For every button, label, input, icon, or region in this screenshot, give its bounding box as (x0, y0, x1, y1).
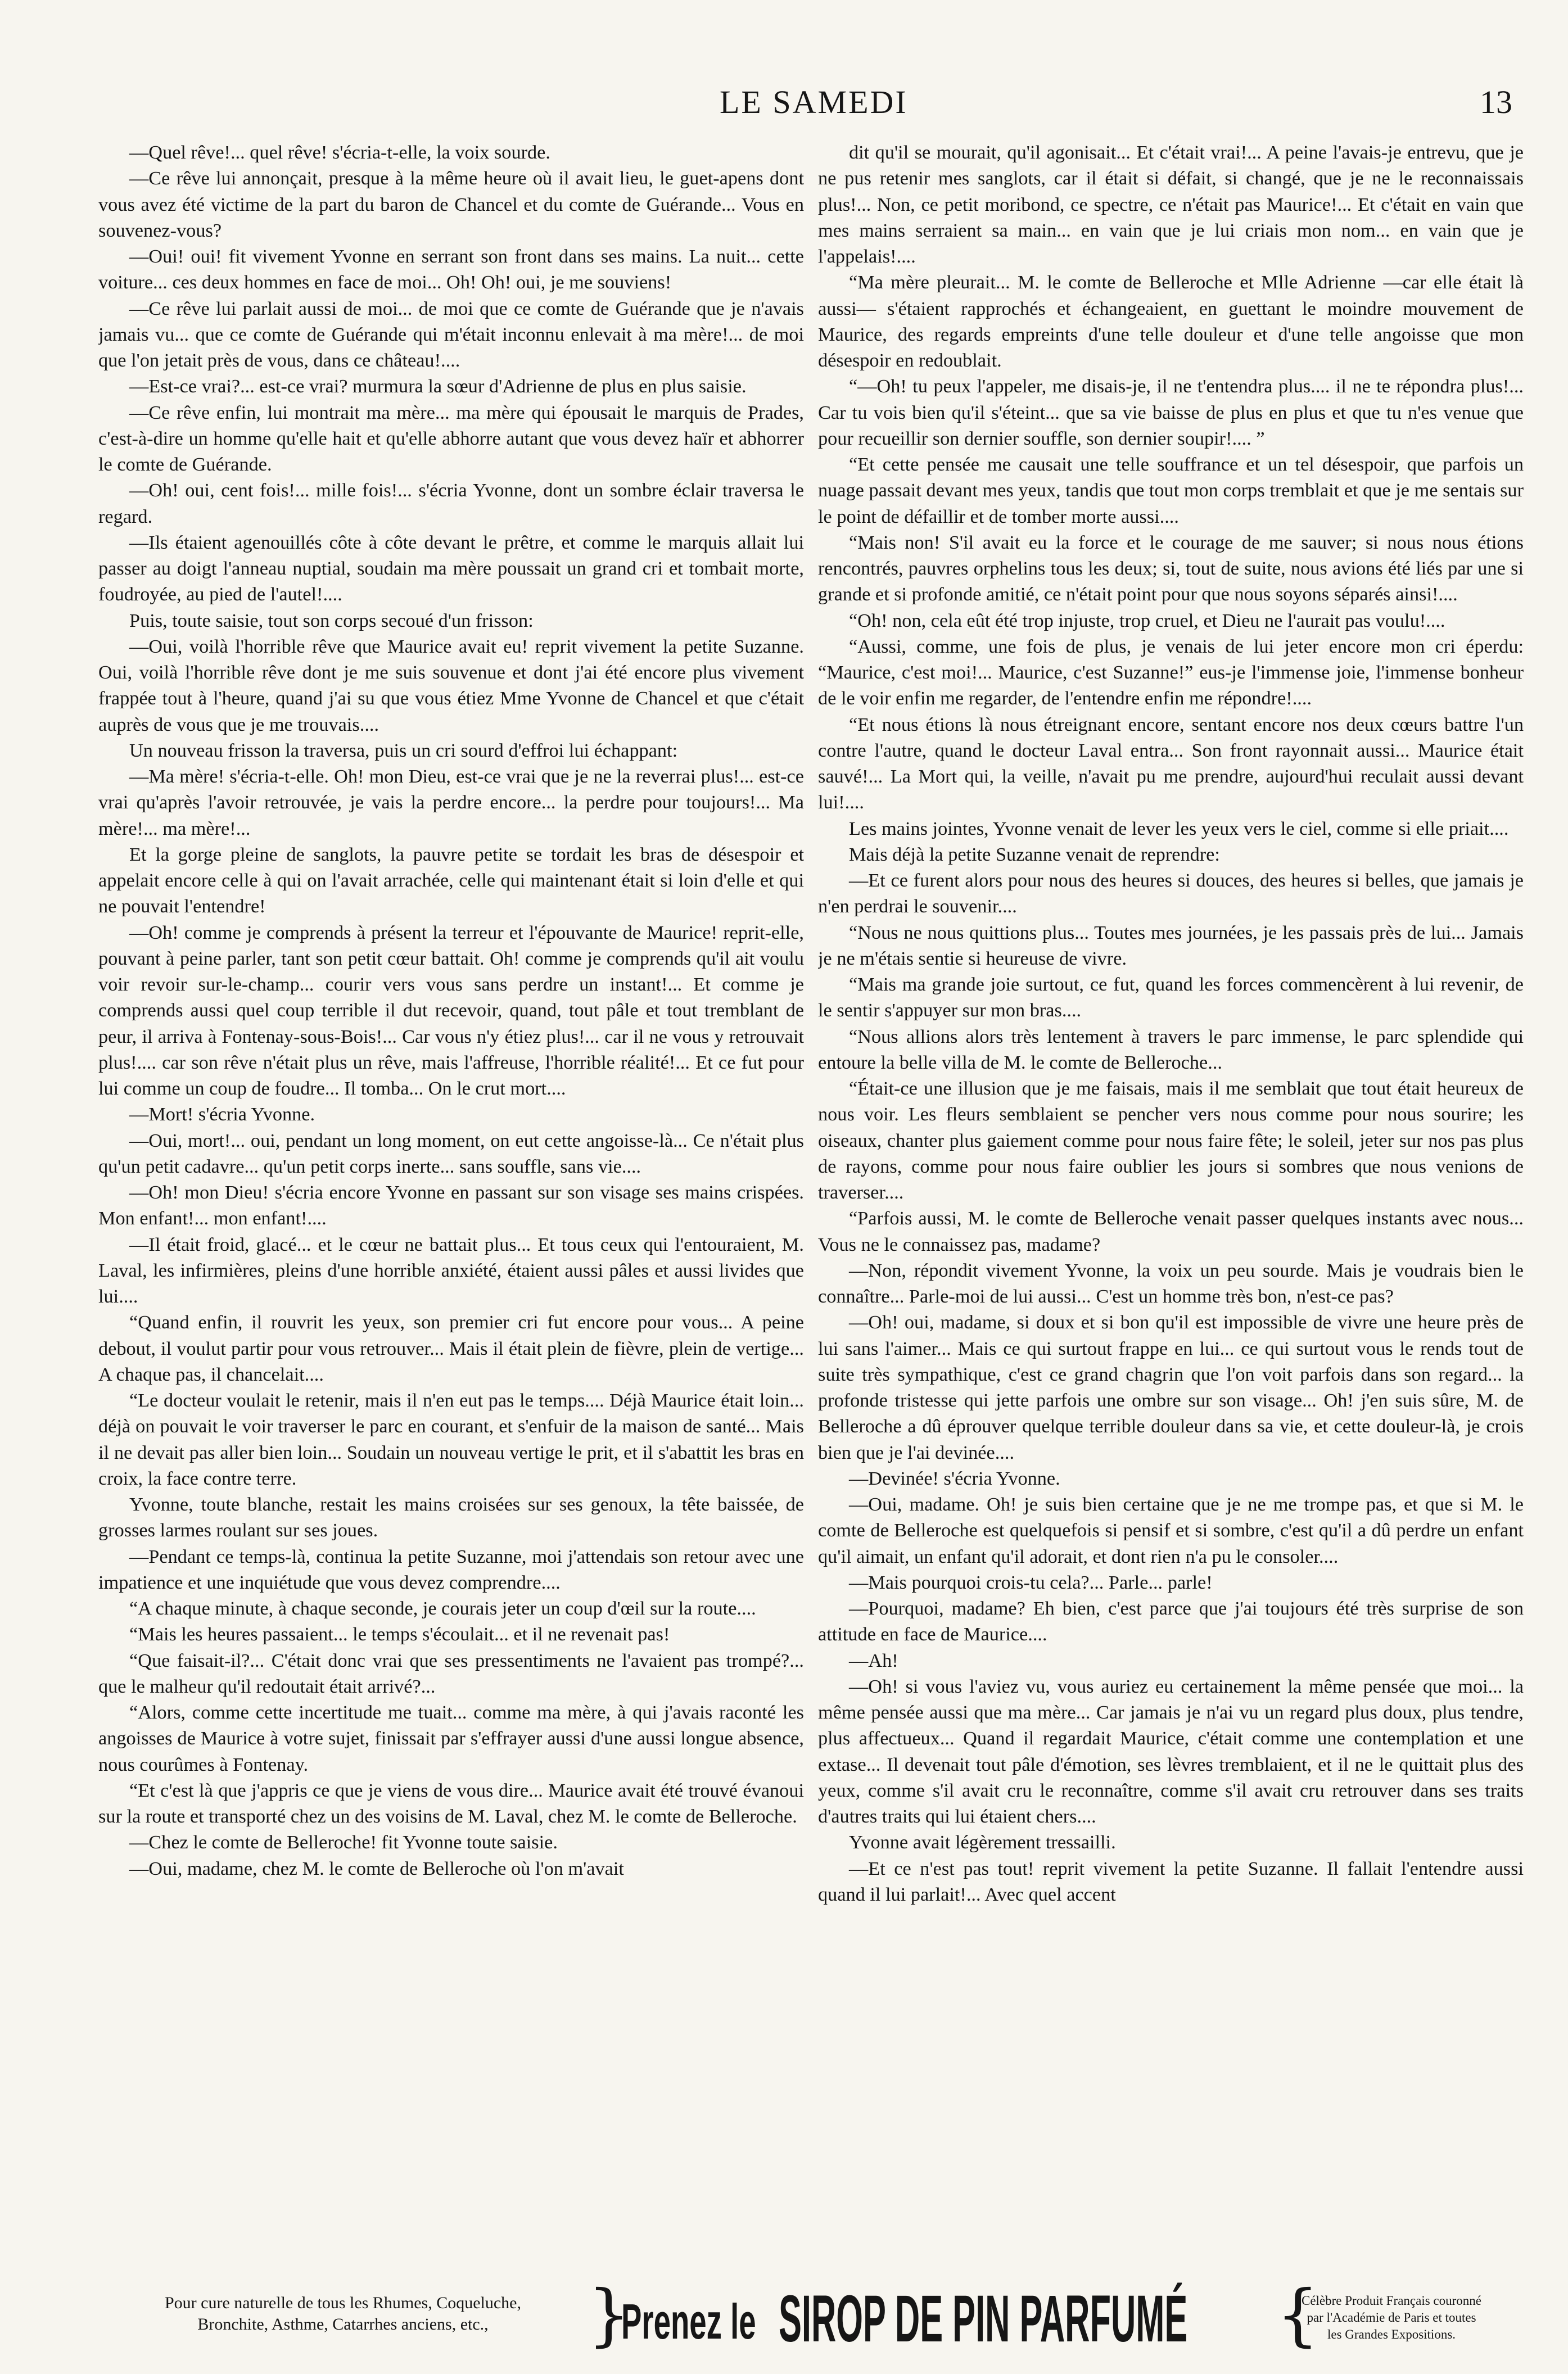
paragraph: —Ce rêve lui parlait aussi de moi... de moi que ce comte de Guérande que je n'avais jamais vu... que ce comte de Guérande qui m'était inconnu enlevait à ma mère!... de moi que l'on jetait près de vous, dans ce château!.... (98, 297, 804, 371)
paragraph: —Ce rêve enfin, lui montrait ma mère... ma mère qui épousait le marquis de Prades, c'est-à-dire un homme qu'elle hait et qu'elle abhorre autant que vous devez haïr et abhorrer le comte de Guérande. (98, 401, 804, 475)
paragraph: “Quand enfin, il rouvrit les yeux, son premier cri fut encore pour vous... A peine debout, il voulut partir pour vous retrouver... Mais il était plein de fièvre, plein de vertige... A chaque pas, il chancelait.... (98, 1312, 804, 1385)
right-text-column (818, 139, 1524, 2276)
ad-left-line: Bronchite, Asthme, Catarrhes anciens, etc., (197, 2315, 489, 2334)
paragraph: —Oui, mort!... oui, pendant un long moment, on eut cette angoisse-là... Ce n'était plus qu'un petit cadavre... qu'un petit corps inerte... sans souffle, sans vie.... (98, 1129, 804, 1177)
paragraph: —Non, répondit vivement Yvonne, la voix un peu sourde. Mais je voudrais bien le connaître... Parle-moi de lui aussi... C'est un homme très bon, n'est-ce pas? (818, 1259, 1524, 1307)
paragraph: Et la gorge pleine de sanglots, la pauvre petite se tordait les bras de désespoir et appelait encore celle à qui on l'avait arrachée, celle qui maintenant était si loin d'elle et qui ne pouvait l'entendre! (98, 843, 804, 917)
paragraph: —Mort! s'écria Yvonne. (129, 1104, 315, 1125)
paragraph: “Et cette pensée me causait une telle souffrance et un tel désespoir, que parfois un nuage passait devant mes yeux, tandis que tout mon corps tremblait et que je me sentais sur le point de défaillir et de tomber morte aussi.... (818, 454, 1524, 527)
paragraph: —Pourquoi, madame? Eh bien, c'est parce que j'ai toujours été très surprise de son attitude en face de Maurice.... (818, 1598, 1524, 1645)
page-header (0, 83, 1568, 128)
page-number: 13 (1480, 84, 1512, 120)
paragraph: “Aussi, comme, une fois de plus, je venais de lui jeter encore mon cri éperdu: “Maurice, c'est moi!... Maurice, c'est Suzanne!” eus-je l'immense joie, l'immense bonheur de le voir enfin me regarder, de l'entendre enfin me répondre!.... (818, 635, 1524, 709)
paragraph: —Et ce n'est pas tout! reprit vivement la petite Suzanne. Il fallait l'entendre aussi quand il lui parlait!... Avec quel accent (818, 1857, 1524, 1905)
ad-right-line: Célèbre Produit Français couronné (1302, 2294, 1481, 2308)
paragraph: “Mais ma grande joie surtout, ce fut, quand les forces commencèrent à lui revenir, de le sentir s'appuyer sur mon bras.... (818, 974, 1524, 1021)
paragraph: “Alors, comme cette incertitude me tuait... comme ma mère, à qui j'avais raconté les angoisses de Maurice à votre sujet, finissait par s'effrayer aussi d'une aussi longue absence, nous courûmes à Fontenay. (98, 1702, 804, 1775)
paragraph: “Mais les heures passaient... le temps s'écoulait... et il ne revenait pas! (129, 1624, 670, 1645)
paragraph: —Il était froid, glacé... et le cœur ne battait plus... Et tous ceux qui l'entouraient, M. Laval, les infirmières, pleins d'une horrible anxiété, étaient aussi pâles et aussi livides que lui.... (98, 1233, 804, 1307)
paragraph: —Quel rêve!... quel rêve! s'écria-t-elle, la voix sourde. (129, 142, 550, 163)
syrup-advertisement (67, 2276, 1529, 2356)
paragraph: “Nous allions alors très lentement à travers le parc immense, le parc splendide qui entoure la belle villa de M. le comte de Belleroche... (818, 1025, 1524, 1073)
paragraph: “A chaque minute, à chaque seconde, je courais jeter un coup d'œil sur la route.... (129, 1598, 756, 1619)
ad-product-name: SIROP DE PIN PARFUMÉ (779, 2282, 1188, 2356)
paragraph: Puis, toute saisie, tout son corps secoué d'un frisson: (129, 609, 534, 631)
paragraph: —Oh! oui, cent fois!... mille fois!... s'écria Yvonne, dont un sombre éclair traversa le regard. (98, 480, 804, 527)
paragraph: Mais déjà la petite Suzanne venait de reprendre: (849, 843, 1220, 865)
paragraph: Les mains jointes, Yvonne venait de lever les yeux vers le ciel, comme si elle priait.... (849, 817, 1509, 839)
paragraph: “—Oh! tu peux l'appeler, me disais-je, il ne t'entendra plus.... il ne te répondra plus!... Car tu vois bien qu'il s'éteint... que sa vie baisse de plus en plus et que tu n'es venue que pour recueillir son dernier souffle, son dernier soupir!.... ” (818, 376, 1524, 449)
paragraph: Yvonne avait légèrement tressailli. (849, 1832, 1116, 1853)
paragraph: “Nous ne nous quittions plus... Toutes mes journées, je les passais près de lui... Jamais je ne m'étais sentie si heureuse de vivre. (818, 921, 1524, 969)
paragraph: —Oh! oui, madame, si doux et si bon qu'il est impossible de vivre une heure près de lui sans l'aimer... Mais ce qui surtout frappe en lui... ce qui surtout vous le rends tout de suite très sympathique, c'est ce grand chagrin que l'on voit parfois dans son regard... la profonde tristesse qui jette parfois une ombre sur son visage... Oh! j'en suis sûre, M. de Belleroche a dû éprouver quelque terrible douleur dans sa vie, et cette douleur-là, je crois bien que je l'ai devinée.... (818, 1312, 1524, 1463)
newspaper-title: LE SAMEDI (720, 84, 908, 120)
paragraph: —Mais pourquoi crois-tu cela?... Parle... parle! (849, 1571, 1213, 1593)
ad-prenez: Prenez le (621, 2294, 756, 2349)
ad-left-text (96, 2292, 590, 2335)
paragraph: “Et nous étions là nous étreignant encore, sentant encore nos deux cœurs battre l'un contre l'autre, quand le docteur Laval entra... Son front rayonnait aussi... Maurice était sauvé!... La Mort qui, la veille, n'avait pu me prendre, aujourd'hui reculait aussi devant lui!.... (818, 713, 1524, 813)
paragraph: “Ma mère pleurait... M. le comte de Belleroche et Mlle Adrienne —car elle était là aussi— s'étaient rapprochés et échangeaient, en guettant le moindre mouvement de Maurice, des regards empreints d'une telle douleur et d'une telle angoisse que mon désespoir en redoublait. (818, 272, 1524, 371)
paragraph: —Oui, madame. Oh! je suis bien certaine que je ne me trompe pas, et que si M. le comte de Belleroche est quelquefois si pensif et si sombre, c'est qu'il a dû perdre un enfant qu'il aimait, un enfant qu'il adorait, et dont rien n'a pu le consoler.... (818, 1494, 1524, 1567)
paragraph: —Pendant ce temps-là, continua la petite Suzanne, moi j'attendais son retour avec une impatience et une inquiétude que vous devez comprendre.... (98, 1545, 804, 1593)
paragraph: —Ils étaient agenouillés côte à côte devant le prêtre, et comme le marquis allait lui passer au doigt l'anneau nuptial, soudain ma mère poussait un grand cri et tombait morte, foudroyée, au pied de l'autel!.... (98, 531, 804, 605)
paragraph: Yvonne, toute blanche, restait les mains croisées sur ses genoux, la tête baissée, de grosses larmes roulant sur ses joues. (98, 1494, 804, 1541)
paragraph: “Que faisait-il?... C'était donc vrai que ses pressentiments ne l'avaient pas trompé?... que le malheur qu'il redoutait était arrivé?... (98, 1649, 804, 1697)
paragraph: —Est-ce vrai?... est-ce vrai? murmura la sœur d'Adrienne de plus en plus saisie. (129, 376, 747, 397)
ad-right-line: les Grandes Expositions. (1327, 2327, 1456, 2341)
paragraph: —Ce rêve lui annonçait, presque à la même heure où il avait lieu, le guet-apens dont vous avez été victime de la part du baron de Chancel et du comte de Guérande... Vous en souvenez-vous? (98, 168, 804, 241)
left-brace-icon: { (1276, 2276, 1320, 2354)
paragraph: —Chez le comte de Belleroche! fit Yvonne toute saisie. (129, 1832, 558, 1853)
ad-right-line: par l'Académie de Paris et toutes (1307, 2310, 1476, 2325)
paragraph: “Parfois aussi, M. le comte de Belleroche venait passer quelques instants avec nous... Vous ne le connaissez pas, madame? (818, 1208, 1524, 1255)
paragraph: —Devinée! s'écria Yvonne. (849, 1467, 1060, 1489)
paragraph: —Oh! mon Dieu! s'écria encore Yvonne en passant sur son visage ses mains crispées. Mon enfant!... mon enfant!.... (98, 1182, 804, 1229)
paragraph: “Le docteur voulait le retenir, mais il n'en eut pas le temps.... Déjà Maurice était loin... déjà on pouvait le voir traverser le parc en courant, et s'enfuir de la maison de santé... Mais il ne devait pas aller bien loin... Soudain un nouveau vertige le prit, et il s'abattit les bras en croix, la face contre terre. (98, 1390, 804, 1489)
paragraph: “Oh! non, cela eût été trop injuste, trop cruel, et Dieu ne l'aurait pas voulu!.... (849, 609, 1445, 631)
paragraph: —Oui! oui! fit vivement Yvonne en serrant son front dans ses mains. La nuit... cette voiture... ces deux hommes en face de moi... Oh! Oh! oui, je me souviens! (98, 246, 804, 293)
paragraph: —Oh! si vous l'aviez vu, vous auriez eu certainement la même pensée que moi... la même pensée aussi que ma mère... Car jamais je n'ai vu un regard plus doux, plus tendre, plus affectueux... Quand il regardait Maurice, c'était comme une contemplation et une extase... Il devenait tout pâle d'émotion, ses lèvres tremblaient, et il ne le quittait plus des yeux, comme s'il avait cru le reconnaître, comme s'il avait cru retrouver dans ses traits d'autres traits qui lui étaient chers.... (818, 1675, 1524, 1827)
paragraph: —Et ce furent alors pour nous des heures si douces, des heures si belles, que jamais je n'en perdrai le souvenir.... (818, 870, 1524, 917)
left-text-column (98, 139, 804, 2276)
paragraph: “Et c'est là que j'appris ce que je viens de vous dire... Maurice avait été trouvé évanoui sur la route et transporté chez un des voisins de M. Laval, chez M. le comte de Belleroche. (98, 1779, 804, 1827)
paragraph: —Oui, voilà l'horrible rêve que Maurice avait eu! reprit vivement la petite Suzanne. Oui, voilà l'horrible rêve dont je me suis souvenue et dont j'ai été encore plus vivement frappée tout à l'heure, quand j'ai su que vous étiez Mme Yvonne de Chancel et que c'était auprès de vous que je me trouvais.... (98, 635, 804, 735)
paragraph: —Oui, madame, chez M. le comte de Belleroche où l'on m'avait (129, 1857, 624, 1879)
paragraph: —Ah! (849, 1649, 898, 1671)
paragraph: dit qu'il se mourait, qu'il agonisait... Et c'était vrai!... A peine l'avais-je entrevu, que je ne pus retenir mes sanglots, car il était si défait, si changé, que je ne le reconnaissais plus!... Non, ce petit moribond, ce spectre, ce n'était pas Maurice!... Et c'était en vain que mes mains serraient sa main... en vain que je lui criais mon nom... en vain que je l'appelais!.... (818, 142, 1524, 267)
paragraph: —Oh! comme je comprends à présent la terreur et l'épouvante de Maurice! reprit-elle, pouvant à peine parler, tant son petit cœur battait. Oh! comme je comprends qu'il ait voulu voir revoir sur-le-champ... courir vers vous sans perdre un instant!... Et comme je comprends aussi quel coup terrible il dut recevoir, quand, tout pâle et tout tremblant de peur, il arriva à Fontenay-sous-Bois!... Car vous n'y étiez plus!... car il ne vous y retrouvait plus!.... car son rêve n'était plus un rêve, mais l'affreuse, l'horrible réalité!... Et ce fut pour lui comme un coup de foudre... Il tomba... On le crut mort.... (98, 921, 804, 1099)
ad-right-text (1299, 2292, 1484, 2343)
ad-left-line: Pour cure naturelle de tous les Rhumes, Coqueluche, (164, 2294, 521, 2312)
right-brace-icon: } (588, 2276, 631, 2354)
paragraph: Un nouveau frisson la traversa, puis un cri sourd d'effroi lui échappant: (129, 739, 678, 761)
paragraph: “Était-ce une illusion que je me faisais, mais il me semblait que tout était heureux de nous voir. Les fleurs semblaient se pencher vers nous comme pour nous sourire; les oiseaux, chanter plus gaiement comme pour nous faire fête; le soleil, jeter sur nos pas plus de rayons, comme pour nous faire oublier les jours si sombres que nous venions de traverser.... (818, 1078, 1524, 1203)
paragraph: —Ma mère! s'écria-t-elle. Oh! mon Dieu, est-ce vrai que je ne la reverrai plus!... est-ce vrai qu'après l'avoir retrouvée, je vais la perdre encore... la perdre pour toujours!... Ma mère!... ma mère!... (98, 766, 804, 839)
paragraph: “Mais non! S'il avait eu la force et le courage de me sauver; si nous nous étions rencontrés, pauvres orphelins tous les deux; si, tout de suite, nous avions été liés par une si grande et si profonde amitié, ce n'était point pour que nous soyons séparés ainsi!.... (818, 531, 1524, 605)
